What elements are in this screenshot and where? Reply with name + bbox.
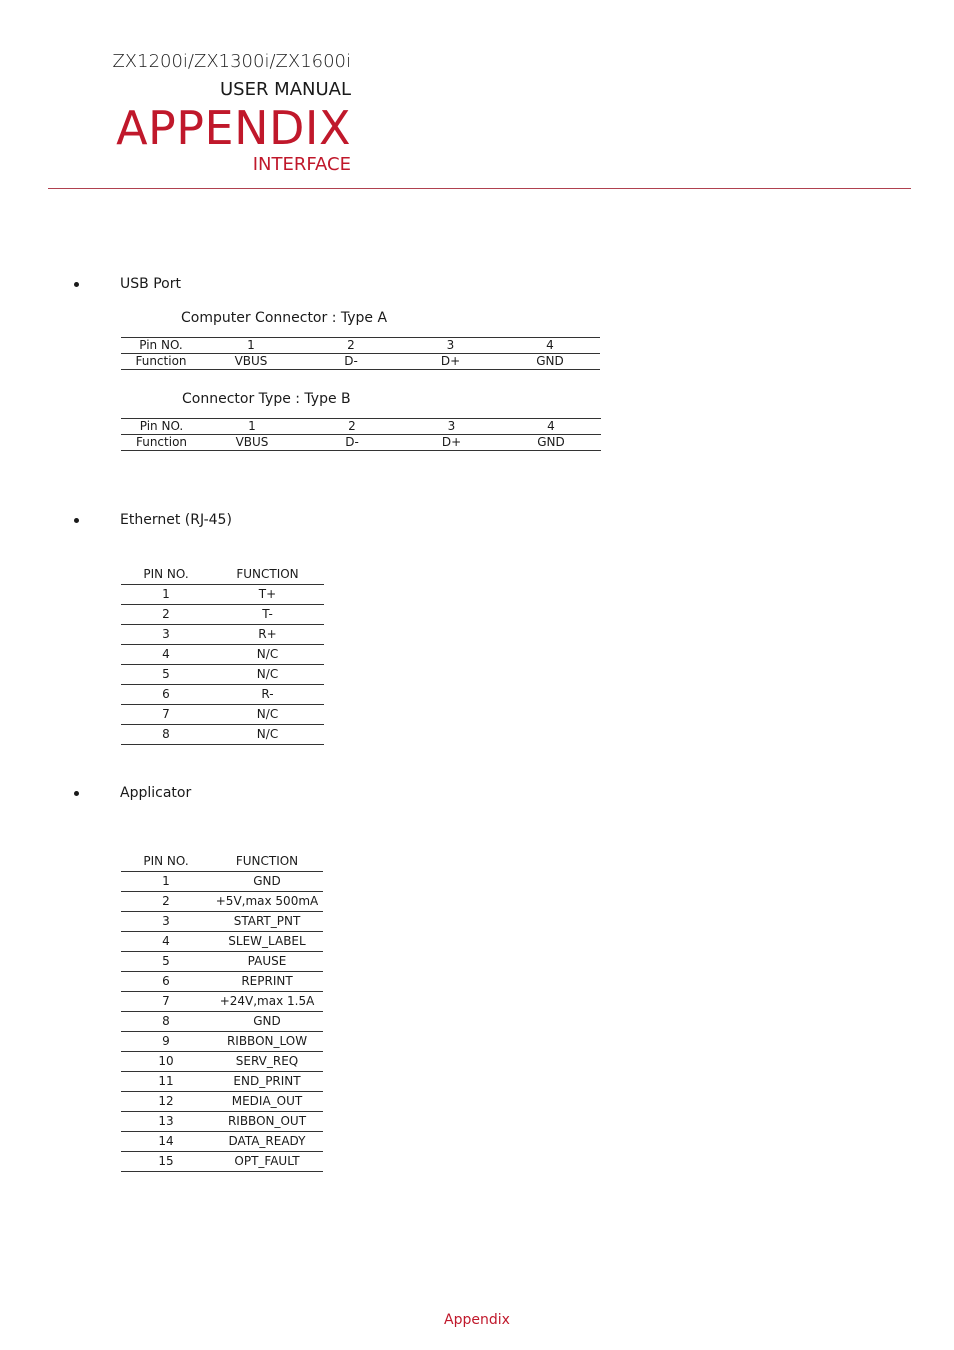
table-cell: D+ (401, 354, 500, 370)
pin-function-cell: GND (211, 872, 323, 892)
column-header: PIN NO. (121, 852, 211, 872)
column-header: FUNCTION (211, 565, 324, 585)
table-cell: D- (302, 435, 402, 451)
table-cell: 4 (500, 338, 600, 354)
usb-type-a-table (121, 337, 600, 370)
pin-function-cell: N/C (211, 705, 324, 725)
table-row (121, 585, 324, 605)
table-cell: D+ (402, 435, 501, 451)
pin-function-cell: SERV_REQ (211, 1052, 323, 1072)
table-row (121, 685, 324, 705)
pin-function-cell: N/C (211, 645, 324, 665)
pin-number-cell: 3 (121, 625, 211, 645)
pin-function-cell: DATA_READY (211, 1132, 323, 1152)
pin-number-cell: 1 (121, 872, 211, 892)
ethernet-pin-table (121, 565, 324, 745)
table-row (121, 1032, 323, 1052)
table-row (121, 354, 600, 370)
pin-number-cell: 3 (121, 912, 211, 932)
table-row (121, 605, 324, 625)
table-cell: 2 (301, 338, 401, 354)
pin-function-cell: R- (211, 685, 324, 705)
manual-label: USER MANUAL (219, 79, 351, 100)
table-cell: D- (301, 354, 401, 370)
table-row (121, 625, 324, 645)
usb-type-b-caption: Connector Type : Type B (182, 391, 351, 407)
applicator-heading: Applicator (120, 785, 192, 801)
pin-number-cell: 8 (121, 725, 211, 745)
usb-type-b-table (121, 418, 601, 451)
pin-number-cell: 13 (121, 1112, 211, 1132)
table-cell: 1 (202, 419, 302, 435)
page-title: APPENDIX (116, 101, 351, 155)
column-header: FUNCTION (211, 852, 323, 872)
pin-function-cell: REPRINT (211, 972, 323, 992)
model-name: ZX1200i/ZX1300i/ZX1600i (112, 51, 351, 72)
pin-function-cell: OPT_FAULT (211, 1152, 323, 1172)
table-cell: Pin NO. (121, 338, 201, 354)
pin-function-cell: RIBBON_OUT (211, 1112, 323, 1132)
table-row (121, 872, 323, 892)
table-cell: VBUS (201, 354, 301, 370)
usb-bullet (74, 275, 181, 293)
table-row (121, 665, 324, 685)
table-cell: Pin NO. (121, 419, 202, 435)
applicator-bullet (74, 784, 192, 802)
pin-function-cell: END_PRINT (211, 1072, 323, 1092)
table-row (121, 338, 600, 354)
table-header-row (121, 565, 324, 585)
table-row (121, 992, 323, 1012)
table-cell: VBUS (202, 435, 302, 451)
pin-number-cell: 11 (121, 1072, 211, 1092)
table-cell: 4 (501, 419, 601, 435)
table-row (121, 435, 601, 451)
bullet-icon (74, 282, 79, 287)
table-row (121, 972, 323, 992)
pin-function-cell: PAUSE (211, 952, 323, 972)
bullet-icon (74, 518, 79, 523)
table-cell: 1 (201, 338, 301, 354)
pin-number-cell: 10 (121, 1052, 211, 1072)
pin-number-cell: 15 (121, 1152, 211, 1172)
table-cell: Function (121, 435, 202, 451)
table-cell: 3 (402, 419, 501, 435)
pin-number-cell: 7 (121, 705, 211, 725)
pin-function-cell: MEDIA_OUT (211, 1092, 323, 1112)
table-row (121, 1052, 323, 1072)
pin-number-cell: 4 (121, 932, 211, 952)
pin-number-cell: 1 (121, 585, 211, 605)
pin-number-cell: 12 (121, 1092, 211, 1112)
pin-number-cell: 6 (121, 972, 211, 992)
table-row (121, 952, 323, 972)
usb-type-a-caption: Computer Connector : Type A (181, 310, 388, 326)
pin-number-cell: 5 (121, 952, 211, 972)
pin-function-cell: START_PNT (211, 912, 323, 932)
pin-function-cell: +24V,max 1.5A (211, 992, 323, 1012)
table-row (121, 1092, 323, 1112)
pin-function-cell: +5V,max 500mA (211, 892, 323, 912)
ethernet-bullet (74, 511, 232, 529)
table-row (121, 725, 324, 745)
page-footer: Appendix (444, 1312, 510, 1328)
pin-function-cell: T- (211, 605, 324, 625)
table-row (121, 1112, 323, 1132)
pin-function-cell: T+ (211, 585, 324, 605)
table-row (121, 645, 324, 665)
pin-function-cell: RIBBON_LOW (211, 1032, 323, 1052)
usb-heading: USB Port (120, 276, 181, 292)
pin-function-cell: SLEW_LABEL (211, 932, 323, 952)
header-divider (48, 188, 911, 189)
ethernet-heading: Ethernet (RJ-45) (120, 512, 232, 528)
table-row (121, 1152, 323, 1172)
table-cell: 3 (401, 338, 500, 354)
pin-function-cell: GND (211, 1012, 323, 1032)
pin-function-cell: R+ (211, 625, 324, 645)
pin-function-cell: N/C (211, 725, 324, 745)
table-cell: 2 (302, 419, 402, 435)
pin-number-cell: 2 (121, 892, 211, 912)
table-cell: Function (121, 354, 201, 370)
table-row (121, 705, 324, 725)
table-row (121, 1072, 323, 1092)
bullet-icon (74, 791, 79, 796)
table-row (121, 1132, 323, 1152)
pin-number-cell: 6 (121, 685, 211, 705)
table-cell: GND (501, 435, 601, 451)
table-row (121, 912, 323, 932)
table-row (121, 1012, 323, 1032)
pin-number-cell: 8 (121, 1012, 211, 1032)
table-row (121, 419, 601, 435)
column-header: PIN NO. (121, 565, 211, 585)
pin-number-cell: 4 (121, 645, 211, 665)
table-header-row (121, 852, 323, 872)
pin-function-cell: N/C (211, 665, 324, 685)
applicator-pin-table (121, 852, 323, 1172)
table-row (121, 892, 323, 912)
pin-number-cell: 9 (121, 1032, 211, 1052)
section-subtitle: INTERFACE (252, 154, 351, 175)
pin-number-cell: 7 (121, 992, 211, 1012)
pin-number-cell: 5 (121, 665, 211, 685)
table-cell: GND (500, 354, 600, 370)
pin-number-cell: 2 (121, 605, 211, 625)
table-row (121, 932, 323, 952)
pin-number-cell: 14 (121, 1132, 211, 1152)
document-header (112, 50, 351, 176)
